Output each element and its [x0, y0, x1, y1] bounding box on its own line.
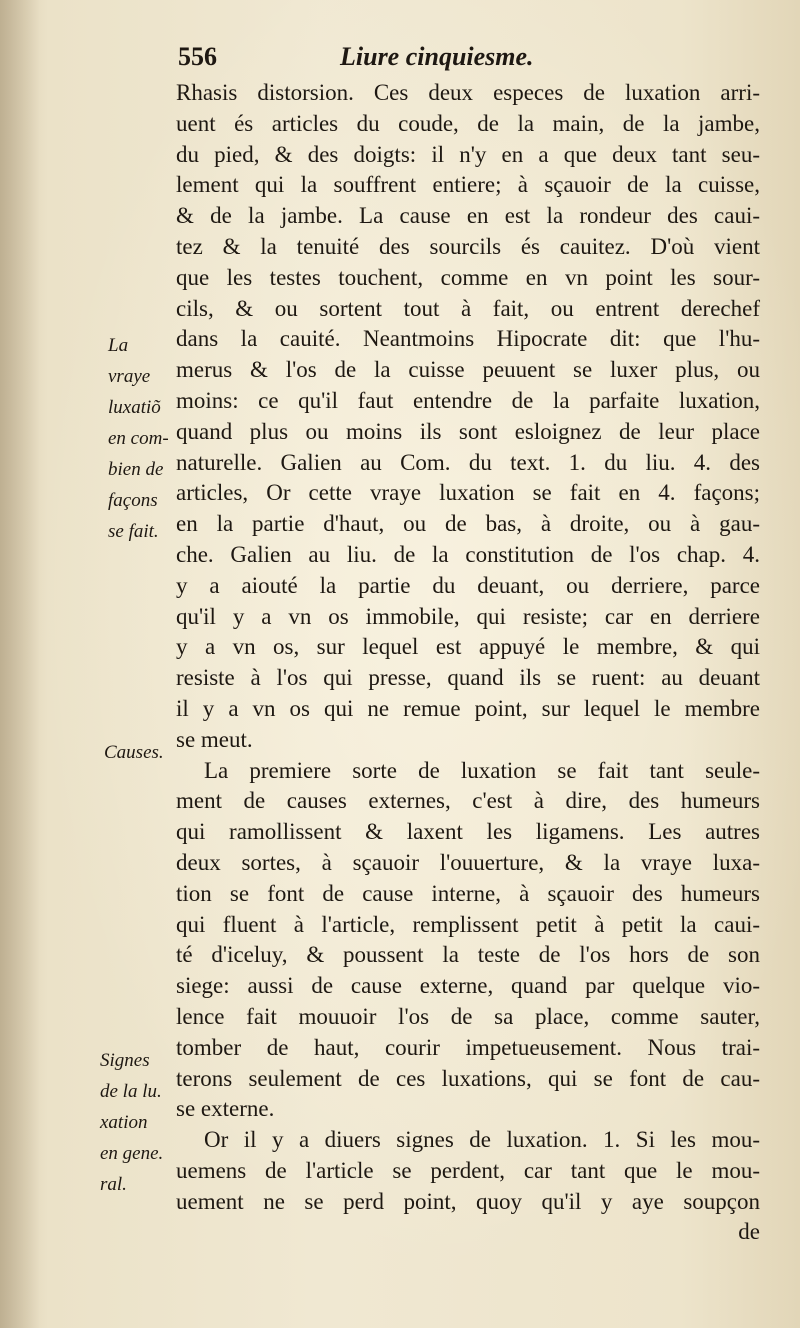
text-line: uemens de l'article se perdent, car tant que le mou-: [176, 1157, 760, 1183]
text-line: se externe.: [176, 1096, 275, 1122]
margin-note-la-vraye: La vraye luxatiõ en com- bien de façons se fait.: [108, 335, 169, 542]
text-line: ment de causes externes, c'est à dire, des humeurs: [176, 788, 760, 814]
margin-note-signes: Signes de la lu. xation en gene. ral.: [100, 1050, 164, 1195]
text-line: tomber de haut, courir impetueusement. Nous trai-: [176, 1034, 760, 1060]
text-line: lence fait mouuoir l'os de sa place, comme sauter,: [176, 1003, 760, 1029]
text-line: articles, Or cette vraye luxation se fait en 4. façons;: [176, 480, 760, 506]
text-line: cils, & ou sortent tout à fait, ou entrent derechef: [176, 295, 760, 321]
text-line: naturelle. Galien au Com. du text. 1. du liu. 4. des: [176, 449, 760, 475]
binding-shadow: [0, 0, 40, 1328]
text-line: terons seulement de ces luxations, qui se font de cau-: [176, 1065, 760, 1091]
body-text: [176, 78, 760, 1248]
margin-note-causes: Causes.: [104, 742, 164, 763]
text-line: de: [738, 1219, 760, 1245]
text-line: qu'il y a vn os immobile, qui resiste; car en derriere: [176, 603, 760, 629]
text-line: qui fluent à l'article, remplissent petit à petit la caui-: [176, 911, 760, 937]
text-line: tion se font de cause interne, à sçauoir des humeurs: [176, 880, 760, 906]
text-line: se meut.: [176, 726, 253, 752]
text-line: lement qui la souffrent entiere; à sçauoir de la cuisse,: [176, 172, 760, 198]
text-line: té d'iceluy, & poussent la teste de l'os hors de son: [176, 942, 760, 968]
page-number: 556: [178, 42, 217, 71]
text-line: che. Galien au liu. de la constitution de l'os chap. 4.: [176, 541, 760, 567]
text-line: deux sortes, à sçauoir l'ouuerture, & la vraye luxa-: [176, 849, 760, 875]
page-header: [170, 36, 770, 80]
text-line: qui ramollissent & laxent les ligamens. Les autres: [176, 819, 760, 845]
text-line: quand plus ou moins ils sont esloignez de leur place: [176, 418, 760, 444]
running-title: Liure cinquiesme.: [340, 42, 534, 71]
text-line: uement ne se perd point, quoy qu'il y aye soupçon: [176, 1188, 760, 1214]
text-line: Rhasis distorsion. Ces deux especes de luxation arri-: [176, 80, 760, 105]
text-line: dans la cauité. Neantmoins Hipocrate dit: que l'hu-: [176, 326, 760, 352]
text-line: que les testes touchent, comme en vn point les sour-: [176, 264, 760, 290]
text-line: tez & la tenuité des sourcils és cauitez. D'où vient: [176, 233, 760, 259]
text-line: il y a vn os qui ne remue point, sur lequel le membre: [176, 695, 760, 721]
text-line: y a aiouté la partie du deuant, ou derriere, parce: [176, 572, 760, 598]
text-line: du pied, & des doigts: il n'y en a que deux tant seu-: [176, 141, 760, 167]
text-line: uent és articles du coude, de la main, de la jambe,: [176, 110, 760, 136]
text-line: en la partie d'haut, ou de bas, à droite, ou à gau-: [176, 511, 760, 537]
text-line: La premiere sorte de luxation se fait tant seule-: [204, 757, 760, 783]
text-line: & de la jambe. La cause en est la rondeur des caui-: [176, 203, 760, 229]
text-line: Or il y a diuers signes de luxation. 1. Si les mou-: [204, 1127, 760, 1153]
text-line: y a vn os, sur lequel est appuyé le membre, & qui: [176, 634, 760, 660]
text-line: resiste à l'os qui presse, quand ils se ruent: au deuant: [176, 665, 760, 691]
text-line: moins: ce qu'il faut entendre de la parfaite luxation,: [176, 387, 760, 413]
text-line: merus & l'os de la cuisse peuuent se luxer plus, ou: [176, 357, 760, 383]
text-line: siege: aussi de cause externe, quand par quelque vio-: [176, 973, 760, 999]
